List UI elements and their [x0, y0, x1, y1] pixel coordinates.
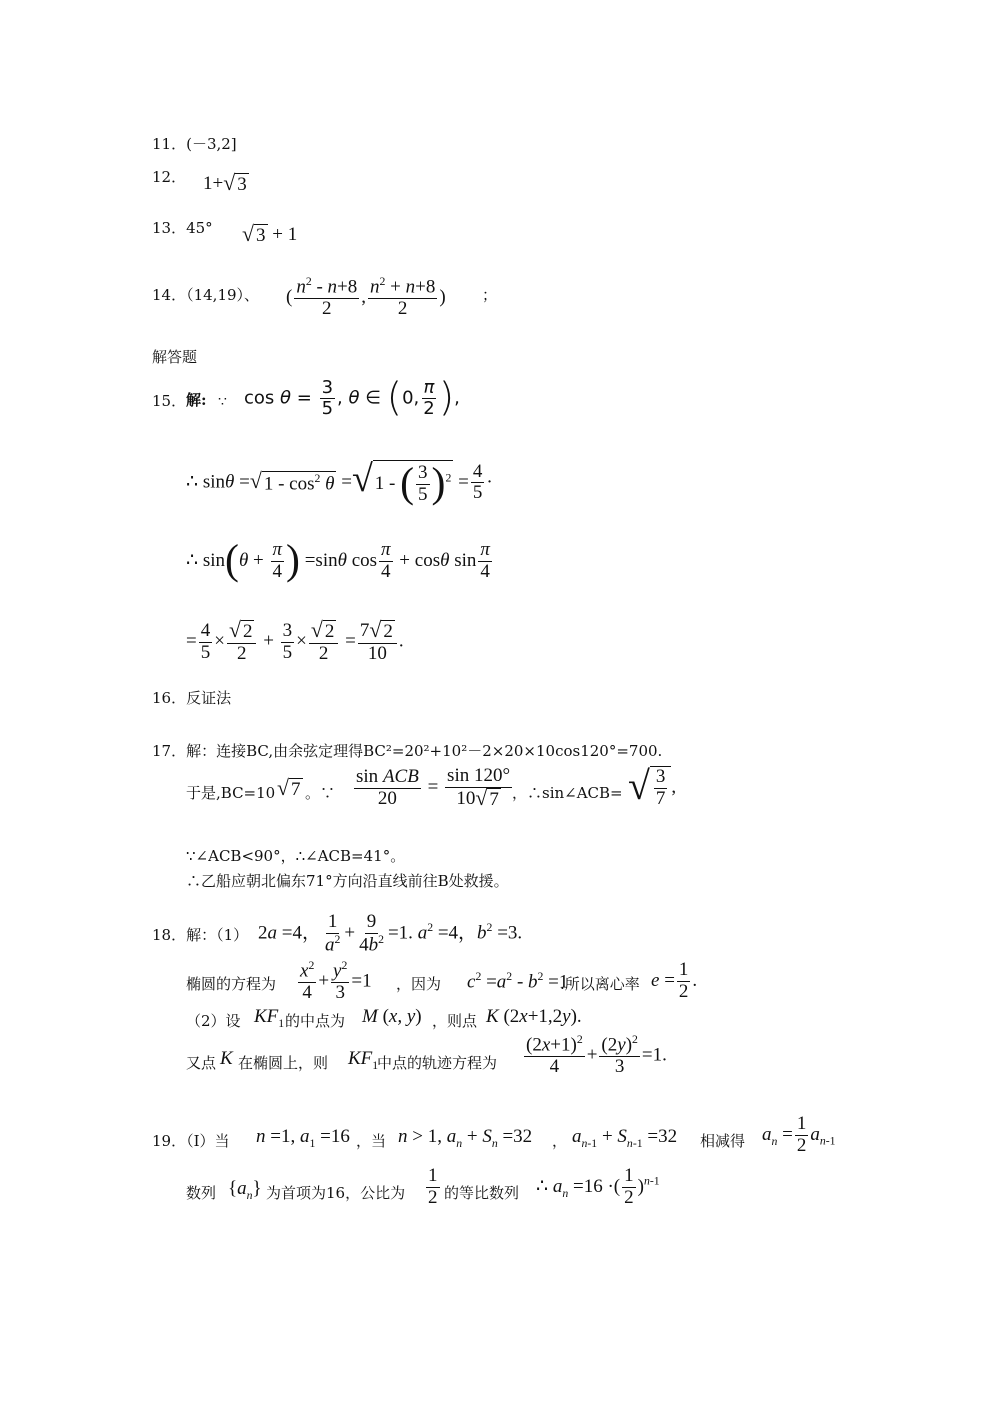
because-glyph: ∵	[218, 394, 227, 410]
item-18-l3c: ，则点	[432, 1012, 478, 1030]
item-17-line4: ∴乙船应朝北偏东71°方向沿直线前往B处救援。	[186, 872, 509, 890]
item-17-line2c: ，∴sin∠ACB=	[512, 784, 623, 802]
section-heading: 解答题	[152, 348, 198, 366]
item-18-l4b: 在椭圆上，则	[238, 1054, 329, 1072]
item-15-label: 15．	[152, 392, 187, 410]
item-18-locus: $\frac{(2x+1)^2}{4}$ + $\frac{(2y)^2}{3}$ =1.	[526, 1033, 667, 1078]
item-11: 11．(－3,2]	[152, 135, 237, 153]
item-15-jie: 解:	[186, 391, 207, 409]
item-19-t2: ，	[552, 1132, 568, 1150]
item-19-n2: n > 1, $a_n + S_n =32$	[398, 1126, 533, 1150]
item-18-kf1b: $KF_1$	[348, 1048, 379, 1072]
item-18-l2b: ，因为	[396, 975, 442, 993]
item-18-c2: $c^2 =a^2 - b^2 =1$	[467, 970, 569, 993]
item-19-formula: ∴ $a_n =16$ ·( $\frac{1}{2}$ )$^{n-1}$	[536, 1165, 660, 1208]
item-16: 16．反证法	[152, 689, 232, 707]
item-18-ecc: e = $\frac{1}{2}$ .	[651, 959, 698, 1002]
item-19-l2a: 数列	[186, 1184, 217, 1202]
item-19-half: $\frac{1}{2}$	[428, 1165, 438, 1208]
item-13-answer: √ 3 + 1	[242, 222, 298, 247]
item-19-l2b: 为首项为16，公比为	[266, 1184, 406, 1202]
item-19-n3: $a_{n-1} + S_{n-1} =32$	[572, 1126, 678, 1150]
item-18-l4a: 又点	[186, 1054, 217, 1072]
item-19-rec: $a_n$ = $\frac{1}{2}$ $a_{n-1}$	[762, 1113, 836, 1156]
item-18-l2c: .所以离心率	[560, 975, 640, 993]
item-12-answer: 1+ √ 3	[203, 171, 247, 196]
item-17-line3: ∵∠ACB<90°，∴∠ACB=41°。	[186, 847, 406, 865]
item-18-K: K (2x+1,2y).	[486, 1006, 582, 1027]
item-15-step1: ∴ sinθ = √ $1 - \cos^2 \theta$ = √ 1 - ( $\frac{3}{5}$ )$^2$ = $\frac{4}{5}$ ·	[186, 458, 493, 507]
item-17-sqrt37: √ $\frac{3}{7}$ ,	[628, 763, 677, 809]
item-18-l4c: 中点的轨迹方程为	[377, 1054, 498, 1072]
item-18-eq1: 2a =4， $\frac{1}{a^2}$ + $\frac{9}{4b^2}$ =1. $a^2 =4$，$b^2 =3$.	[258, 911, 523, 956]
item-17-line2b: 。∵	[305, 784, 336, 802]
item-19-seq: $\{a_n\}$	[228, 1178, 262, 1202]
item-18-label: 18．解：（1）	[152, 926, 249, 944]
item-19-label: 19．（Ⅰ）当	[152, 1132, 230, 1150]
item-19-l2c: 的等比数列	[444, 1184, 520, 1202]
item-17-sqrt7: √ 7	[277, 776, 301, 801]
item-18-M: M (x, y)	[362, 1006, 422, 1027]
item-15-step2: ∴ sin(θ + $\frac{\pi}{4}$ ) =sinθ cos $\frac{\pi}{4}$ + cosθ sin $\frac{\pi}{4}$	[186, 537, 490, 584]
item-12-label: 12．	[152, 168, 187, 186]
item-14-tail: ；	[482, 286, 498, 304]
item-19-n1: n =1, $a_1 =16$	[256, 1126, 350, 1150]
item-13-label: 13．45°	[152, 219, 213, 237]
item-17-ratio: $\frac{\text{sin ACB}}{20}$ = sin 120° 10 √ 7	[356, 765, 511, 810]
item-18-ellipse: $\frac{x^2}{4}$ + $\frac{y^2}{3}$ =1	[300, 959, 372, 1004]
item-18-K2: K	[220, 1048, 233, 1069]
item-15-given: cos θ = $\frac{3}{5}$ , θ ∈ (0, $\frac{\pi}{2}$ ),	[244, 374, 460, 421]
item-14-formula: ( $\frac{n^2 - n+8}{2}$ , $\frac{n^2 + n+8}{2}$ )	[286, 275, 446, 320]
item-18-l3a: （2）设	[186, 1012, 241, 1030]
item-17-line1: 17．解：连接BC,由余弦定理得BC²=20²+10²－2×20×10cos120°=700.	[152, 742, 663, 760]
item-17-line2a: 于是,BC=10	[186, 784, 276, 802]
item-14-label: 14．（14,19）、	[152, 286, 260, 304]
item-19-t3: 相减得	[700, 1132, 746, 1150]
item-18-l3b: 的中点为	[285, 1012, 346, 1030]
item-15-step3: = $\frac{4}{5}$ × √ 2 2 + $\frac{3}{5}$ × √ 2 2 = 7 √ 2 10 .	[186, 618, 404, 664]
item-18-kf1: $KF_1$	[254, 1006, 285, 1030]
item-18-l2a: 椭圆的方程为	[186, 975, 277, 993]
item-19-t1: ，当	[356, 1132, 387, 1150]
